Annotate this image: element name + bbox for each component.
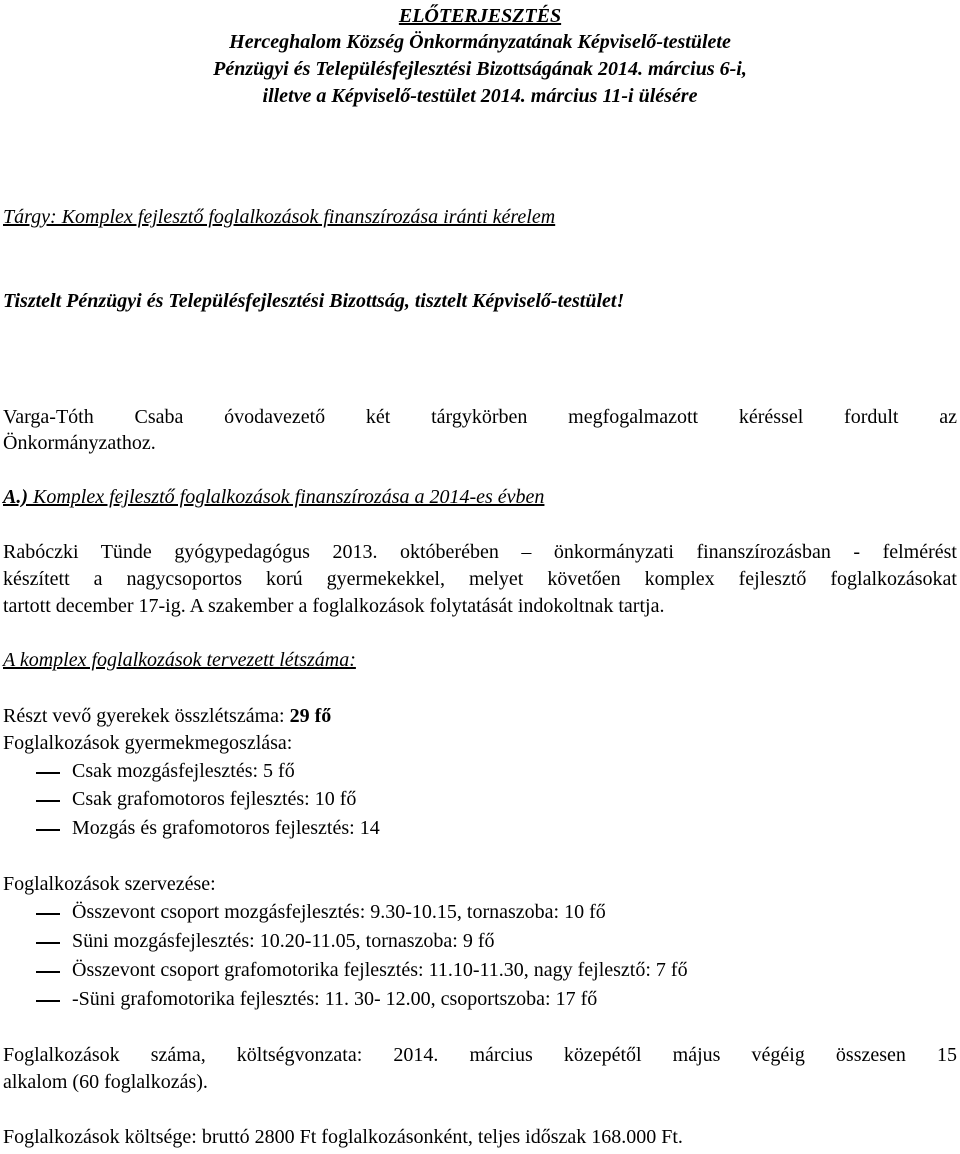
subject-line: Tárgy: Komplex fejlesztő foglalkozások finanszírozása iránti kérelem: [3, 206, 556, 228]
list-dash: [36, 913, 60, 915]
header-line-2: Pénzügyi és Településfejlesztési Bizottságának 2014. március 6-i,: [213, 58, 747, 80]
participants-label: Részt vevő gyerekek összlétszáma:: [3, 705, 290, 727]
organization-item: Összevont csoport grafomotorika fejlesztés: 11.10-11.30, nagy fejlesztő: 7 fő: [72, 959, 688, 981]
header-line-1: Herceghalom Község Önkormányzatának Képviselő-testülete: [229, 31, 731, 53]
count-budget-line-2: alkalom (60 foglalkozás).: [3, 1071, 208, 1093]
section-a-heading: [3, 485, 544, 509]
list-dash: [36, 971, 60, 973]
distribution-item: Csak mozgásfejlesztés: 5 fő: [72, 760, 295, 782]
section-a-title: Komplex fejlesztő foglalkozások finanszírozása a 2014-es évben: [28, 486, 545, 508]
organization-item: Összevont csoport mozgásfejlesztés: 9.30-10.15, tornaszoba: 10 fő: [72, 901, 606, 923]
list-dash: [36, 800, 60, 802]
intro-line-2: Önkormányzathoz.: [3, 432, 156, 454]
count-budget-line-1: Foglalkozások száma, költségvonzata: 2014. március közepétől május végéig összesen 15: [3, 1044, 957, 1066]
planned-count-heading: A komplex foglalkozások tervezett létszáma:: [3, 649, 356, 671]
list-dash: [36, 1000, 60, 1002]
distribution-item: Csak grafomotoros fejlesztés: 10 fő: [72, 788, 357, 810]
participants-value: 29 fő: [289, 705, 332, 727]
list-dash: [36, 829, 60, 831]
cost-line: Foglalkozások költsége: bruttó 2800 Ft foglalkozásonként, teljes időszak 168.000 Ft.: [3, 1126, 683, 1148]
salutation: Tisztelt Pénzügyi és Településfejlesztési Bizottság, tisztelt Képviselő-testület!: [3, 290, 625, 312]
organization-heading: Foglalkozások szervezése:: [3, 873, 216, 895]
participants-line: [3, 704, 331, 728]
paragraph1-line-2: készített a nagycsoportos korú gyermekekkel, melyet követően komplex fejlesztő foglalkozásokat: [3, 568, 957, 590]
list-dash: [36, 772, 60, 774]
paragraph1-line-3: tartott december 17-ig. A szakember a foglalkozások folytatását indokoltnak tartja.: [3, 595, 665, 617]
distribution-heading: Foglalkozások gyermekmegoszlása:: [3, 732, 293, 754]
organization-item: -Süni grafomotorika fejlesztés: 11. 30- 12.00, csoportszoba: 17 fő: [72, 988, 598, 1010]
section-a-prefix: A.): [3, 486, 28, 508]
header-line-3: illetve a Képviselő-testület 2014. március 11-i ülésére: [262, 85, 698, 107]
list-dash: [36, 942, 60, 944]
intro-line-1: Varga-Tóth Csaba óvodavezető két tárgykörben megfogalmazott kéréssel fordult az: [3, 406, 957, 428]
organization-item: Süni mozgásfejlesztés: 10.20-11.05, tornaszoba: 9 fő: [72, 930, 495, 952]
document-title: ELŐTERJESZTÉS: [398, 5, 562, 27]
distribution-item: Mozgás és grafomotoros fejlesztés: 14: [72, 817, 380, 839]
paragraph1-line-1: Rabóczki Tünde gyógypedagógus 2013. októberében – önkormányzati finanszírozásban - felmérést: [3, 541, 957, 563]
